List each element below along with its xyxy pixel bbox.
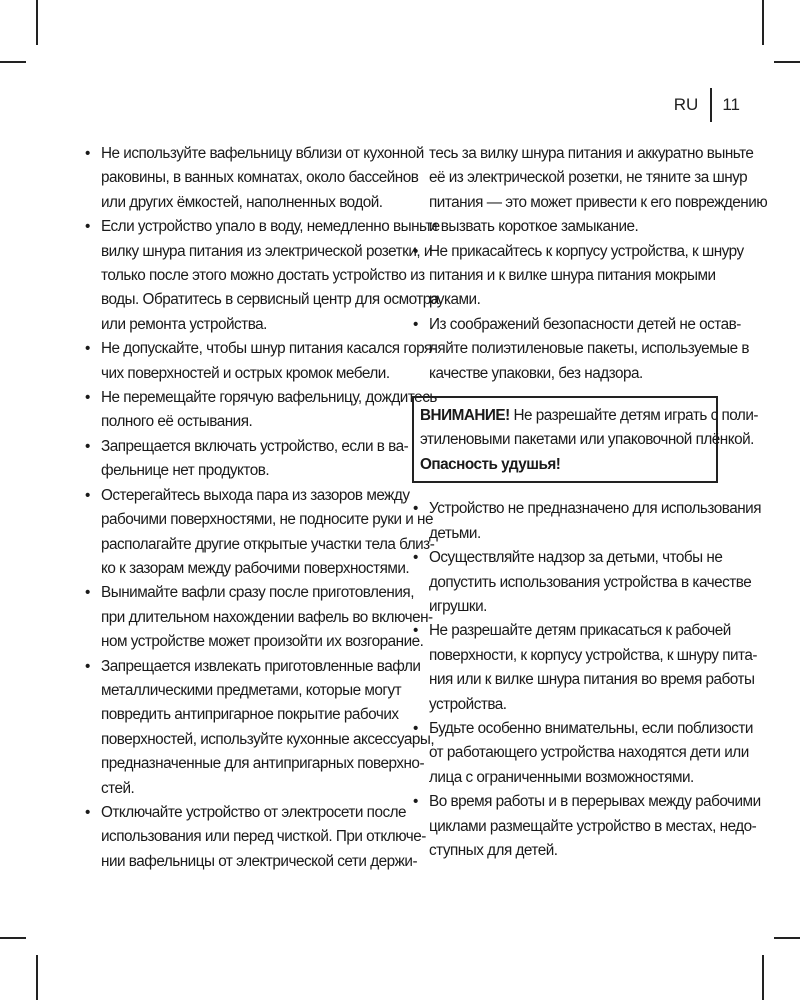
list-item	[84, 655, 435, 801]
list-item-line: нии вафельницы от электрической сети держи-	[101, 852, 418, 870]
list-item-line: ляйте полиэтиленовые пакеты, используемые в	[429, 340, 749, 358]
list-item-line: • Будьте особенно внимательны, если поблизости	[429, 719, 753, 737]
warning-box	[412, 396, 758, 483]
list-item	[84, 581, 433, 654]
crop-mark-top-right-v	[762, 0, 764, 45]
list-item	[84, 337, 437, 386]
list-item-line: • Запрещается извлекать приготовленные вафли	[101, 657, 421, 675]
language-code: RU	[673, 95, 699, 114]
list-item	[84, 386, 437, 435]
list-item	[412, 497, 761, 546]
list-item-line: при длительном нахождении вафель во включен-	[101, 608, 433, 626]
list-item-line: питания и к вилке шнура питания мокрыми	[429, 267, 716, 285]
list-item-line: качестве упаковки, без надзора.	[429, 364, 643, 382]
list-item-line: игрушки.	[429, 597, 487, 615]
list-item-line: ном устройстве может произойти их возгорание.	[101, 633, 424, 651]
continued-text	[412, 142, 768, 240]
crop-mark-top-left-v	[36, 0, 38, 45]
list-item-line: ния или к вилке шнура питания во время работы	[429, 671, 755, 689]
list-item	[84, 484, 435, 582]
continued-text-line: и вызвать короткое замыкание.	[429, 218, 639, 236]
list-item-line: допустить использования устройства в качестве	[429, 573, 752, 591]
list-item-line: • Из соображений безопасности детей не остав-	[429, 315, 741, 333]
list-item-line: металлическими предметами, которые могут	[101, 681, 402, 699]
list-item-line: • Отключайте устройство от электросети после	[101, 803, 407, 821]
right-bullet-list-top	[412, 240, 749, 386]
list-item-line: располагайте другие открытые участки тела близ-	[101, 535, 435, 553]
list-item-line: или ремонта устройства.	[101, 315, 267, 333]
page-header	[674, 88, 740, 122]
list-item-line: использования или перед чисткой. При отключе-	[101, 828, 426, 846]
list-item-line: детьми.	[429, 524, 481, 542]
list-item-line: или других ёмкостей, наполненных водой.	[101, 193, 383, 211]
list-item-line: рабочими поверхностями, не подносите руки и не	[101, 511, 434, 529]
list-item-line: • Если устройство упало в воду, немедленно выньте	[101, 218, 440, 236]
list-item-line: стей.	[101, 779, 135, 797]
list-item-line: от работающего устройства находятся дети или	[429, 744, 749, 762]
crop-mark-bottom-left-v	[36, 955, 38, 1000]
list-item-line: воды. Обратитесь в сервисный центр для осмотра	[101, 291, 439, 309]
continued-text-line: её из электрической розетки, не тяните за шнур	[429, 169, 748, 187]
list-item-line: полного её остывания.	[101, 413, 253, 431]
list-item-line: предназначенные для антипригарных поверхно-	[101, 755, 425, 773]
list-item-line: • Не разрешайте детям прикасаться к рабочей	[429, 622, 731, 640]
crop-mark-bottom-right-h	[774, 937, 800, 939]
list-item-line: • Остерегайтесь выхода пара из зазоров между	[101, 486, 410, 504]
crop-mark-bottom-right-v	[762, 955, 764, 1000]
list-item-line: ступных для детей.	[429, 841, 558, 859]
crop-mark-top-left-h	[0, 61, 26, 63]
list-item-line: • Устройство не предназначено для использования	[429, 500, 761, 518]
list-item-line: • Не перемещайте горячую вафельницу, дождитесь	[101, 389, 437, 407]
list-item	[412, 717, 753, 790]
list-item	[412, 619, 757, 717]
left-bullet-list	[84, 142, 440, 874]
list-item	[84, 435, 409, 484]
continued-text-line: тесь за вилку шнура питания и аккуратно выньте	[429, 145, 754, 162]
list-item-line: руками.	[429, 291, 481, 309]
warning-text-2: этиленовыми пакетами или упаковочной плёнкой.	[420, 431, 754, 449]
list-item-line: раковины, в ванных комнатах, около бассейнов	[101, 169, 419, 187]
continued-text-line: питания — это может привести к его повреждению	[429, 193, 768, 211]
warning-label: ВНИМАНИЕ!	[420, 407, 510, 425]
list-item-line: циклами размещайте устройство в местах, недо-	[429, 817, 757, 835]
list-item	[412, 313, 749, 386]
list-item-line: лица с ограниченными возможностями.	[429, 768, 694, 786]
list-item-line: поверхности, к корпусу устройства, к шнуру пита-	[429, 646, 757, 664]
list-item-line: • Вынимайте вафли сразу после приготовления,	[101, 584, 414, 602]
list-item-line: вилку шнура питания из электрической розетки, и	[101, 242, 432, 260]
header-divider	[710, 88, 712, 122]
list-item	[84, 801, 426, 874]
list-item-line: • Осуществляйте надзор за детьми, чтобы не	[429, 549, 723, 567]
list-item-line: • Не допускайте, чтобы шнур питания касался горя-	[101, 340, 437, 358]
list-item-line: • Не используйте вафельницу вблизи от кухонной	[101, 145, 424, 162]
list-item	[84, 142, 424, 215]
list-item	[412, 546, 752, 619]
crop-mark-bottom-left-h	[0, 937, 26, 939]
list-item-line: • Запрещается включать устройство, если в ва-	[101, 437, 409, 455]
list-item-line: фельнице нет продуктов.	[101, 462, 270, 480]
warning-danger: Опасность удушья!	[420, 455, 561, 473]
warning-text-1: Не разрешайте детям играть с поли-	[509, 407, 758, 425]
right-bullet-list-bottom	[412, 497, 761, 863]
list-item-line: повредить антипригарное покрытие рабочих	[101, 706, 399, 724]
list-item-line: поверхностей, используйте кухонные аксессуары,	[101, 730, 435, 748]
list-item-line: • Не прикасайтесь к корпусу устройства, к шнуру	[429, 242, 744, 260]
list-item	[412, 790, 761, 863]
list-item-line: • Во время работы и в перерывах между рабочими	[429, 793, 761, 811]
list-item-line: только после этого можно достать устройство из	[101, 267, 425, 285]
right-column	[412, 142, 768, 863]
list-item	[84, 215, 440, 337]
list-item-line: ко к зазорам между рабочими поверхностями.	[101, 559, 410, 577]
list-item	[412, 240, 744, 313]
list-item-line: устройства.	[429, 695, 507, 713]
left-column	[84, 142, 440, 874]
page-number: 11	[722, 95, 740, 114]
crop-mark-top-right-h	[774, 61, 800, 63]
list-item-line: чих поверхностей и острых кромок мебели.	[101, 364, 390, 382]
